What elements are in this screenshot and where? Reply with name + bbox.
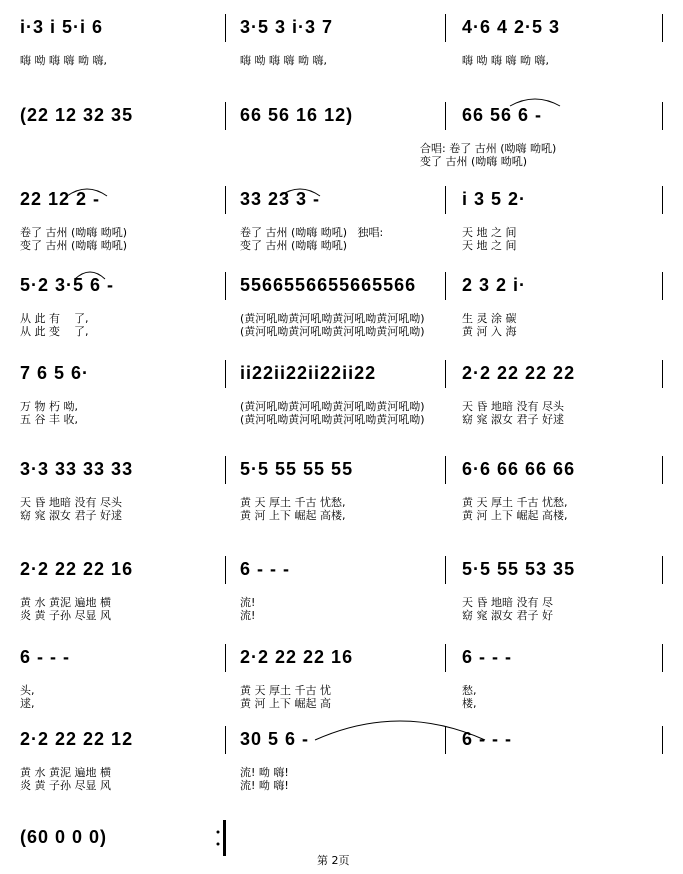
lyric-r1-c3-v1: 嗨 呦 嗨 嗨 呦 嗨, bbox=[462, 54, 549, 67]
measure-r1-c3: 4·6 4 2·5 3 bbox=[462, 17, 561, 37]
lyric-r4-c1-v2: 从 此 变 了, bbox=[20, 325, 89, 338]
lyric-r2-c3-v1: 合唱: 卷了 古州 (呦嗨 呦吼) bbox=[420, 142, 557, 155]
measure-r10-c1: (60 0 0 0) bbox=[20, 827, 108, 847]
measure-r7-c1: 2·2 22 22 16 bbox=[20, 559, 134, 579]
lyric-r1-c1-v1: 嗨 呦 嗨 嗨 呦 嗨, bbox=[20, 54, 107, 67]
lyric-r5-c1-v1: 万 物 朽 呦, bbox=[20, 400, 78, 413]
measure-r6-c2: 5·5 55 55 55 bbox=[240, 459, 354, 479]
barline-r5-2 bbox=[445, 360, 446, 388]
lyric-r7-c3-v2: 窈 窕 淑女 君子 好 bbox=[462, 609, 553, 622]
slur-row3b bbox=[275, 182, 325, 198]
barline-r5-1 bbox=[225, 360, 226, 388]
lyric-r8-c1-v2: 逑, bbox=[20, 697, 35, 710]
lyric-r4-c3-v2: 黄 河 入 海 bbox=[462, 325, 517, 338]
lyric-r6-c1-v2: 窈 窕 淑女 君子 好逑 bbox=[20, 509, 122, 522]
repeat-end bbox=[214, 818, 228, 858]
lyric-r7-c3-v1: 天 昏 地暗 没有 尽 bbox=[462, 596, 553, 609]
measure-r9-c3: 6 - - - bbox=[462, 729, 512, 749]
lyric-r4-c3-v1: 生 灵 涂 碳 bbox=[462, 312, 517, 325]
slur-row4 bbox=[70, 265, 110, 281]
measure-r7-c2: 6 - - - bbox=[240, 559, 290, 579]
lyric-r3-c3-v2: 天 地 之 间 bbox=[462, 239, 517, 252]
lyric-r6-c3-v2: 黄 河 上下 崛起 高楼, bbox=[462, 509, 568, 522]
barline-r3-2 bbox=[445, 186, 446, 214]
lyric-r9-c1-v2: 炎 黄 子孙 尽显 风 bbox=[20, 779, 111, 792]
lyric-r6-c3-v1: 黄 天 厚土 千古 忧愁, bbox=[462, 496, 568, 509]
barline-r9-3 bbox=[662, 726, 663, 754]
barline-r4-3 bbox=[662, 272, 663, 300]
measure-r2-c3: 66 56 6 - bbox=[462, 105, 543, 125]
measure-r8-c2: 2·2 22 22 16 bbox=[240, 647, 354, 667]
measure-r3-c2: 33 23 3 - bbox=[240, 189, 321, 209]
lyric-r2-c3-v2: 变了 古州 (呦嗨 呦吼) bbox=[420, 155, 528, 168]
lyric-r1-c2-v1: 嗨 呦 嗨 嗨 呦 嗨, bbox=[240, 54, 327, 67]
measure-r1-c1: i·3 i 5·i 6 bbox=[20, 17, 104, 37]
barline-r4-1 bbox=[225, 272, 226, 300]
lyric-r6-c2-v2: 黄 河 上下 崛起 高楼, bbox=[240, 509, 346, 522]
barline-r1-2 bbox=[445, 14, 446, 42]
lyric-r4-c2-v2: (黄河吼呦黄河吼呦黄河吼呦黄河吼呦) bbox=[240, 325, 425, 338]
barline-r2-1 bbox=[225, 102, 226, 130]
measure-r4-c1: 5·2 3·5 6 - bbox=[20, 275, 115, 295]
slur-row2 bbox=[505, 92, 565, 108]
barline-r7-1 bbox=[225, 556, 226, 584]
lyric-r3-c2-v1: 卷了 古州 (呦嗨 呦吼) 独唱: bbox=[240, 226, 384, 239]
measure-r6-c1: 3·3 33 33 33 bbox=[20, 459, 134, 479]
lyric-r4-c2-v1: (黄河吼呦黄河吼呦黄河吼呦黄河吼呦) bbox=[240, 312, 425, 325]
barline-r7-3 bbox=[662, 556, 663, 584]
barline-r1-1 bbox=[225, 14, 226, 42]
lyric-r8-c3-v2: 楼, bbox=[462, 697, 477, 710]
lyric-r8-c1-v1: 头, bbox=[20, 684, 35, 697]
measure-r8-c3: 6 - - - bbox=[462, 647, 512, 667]
lyric-r6-c2-v1: 黄 天 厚土 千古 忧愁, bbox=[240, 496, 346, 509]
barline-r3-1 bbox=[225, 186, 226, 214]
barline-r4-2 bbox=[445, 272, 446, 300]
lyric-r3-c2-v2: 变了 古州 (呦嗨 呦吼) bbox=[240, 239, 348, 252]
measure-r4-c3: 2 3 2 i· bbox=[462, 275, 527, 295]
barline-r8-3 bbox=[662, 644, 663, 672]
measure-r1-c2: 3·5 3 i·3 7 bbox=[240, 17, 334, 37]
slur-row3a bbox=[62, 182, 112, 198]
measure-r3-c1: 22 12 2 - bbox=[20, 189, 101, 209]
barline-r6-3 bbox=[662, 456, 663, 484]
lyric-r9-c1-v1: 黄 水 黄泥 遍地 横 bbox=[20, 766, 111, 779]
lyric-r8-c3-v1: 愁, bbox=[462, 684, 477, 697]
lyric-r3-c1-v1: 卷了 古州 (呦嗨 呦吼) bbox=[20, 226, 128, 239]
measure-r5-c3: 2·2 22 22 22 bbox=[462, 363, 576, 383]
measure-r8-c1: 6 - - - bbox=[20, 647, 70, 667]
lyric-r3-c3-v1: 天 地 之 间 bbox=[462, 226, 517, 239]
barline-r7-2 bbox=[445, 556, 446, 584]
barline-r8-2 bbox=[445, 644, 446, 672]
lyric-r6-c1-v1: 天 昏 地暗 没有 尽头 bbox=[20, 496, 122, 509]
measure-r7-c3: 5·5 55 53 35 bbox=[462, 559, 576, 579]
barline-r3-3 bbox=[662, 186, 663, 214]
barline-r2-3 bbox=[662, 102, 663, 130]
barline-r8-1 bbox=[225, 644, 226, 672]
lyric-r8-c2-v1: 黄 天 厚土 千古 忧 bbox=[240, 684, 331, 697]
lyric-r7-c1-v2: 炎 黄 子孙 尽显 风 bbox=[20, 609, 111, 622]
tie-row9 bbox=[310, 712, 490, 742]
measure-r5-c1: 7 6 5 6· bbox=[20, 363, 90, 383]
lyric-r5-c3-v2: 窈 窕 淑女 君子 好逑 bbox=[462, 413, 564, 426]
lyric-r7-c1-v1: 黄 水 黄泥 遍地 横 bbox=[20, 596, 111, 609]
lyric-r5-c3-v1: 天 昏 地暗 没有 尽头 bbox=[462, 400, 564, 413]
measure-r3-c3: i 3 5 2· bbox=[462, 189, 527, 209]
page-number: 第 2页 bbox=[317, 854, 350, 867]
barline-r6-1 bbox=[225, 456, 226, 484]
lyric-r7-c2-v2: 流! bbox=[240, 609, 256, 622]
barline-r1-3 bbox=[662, 14, 663, 42]
measure-r4-c2: 5566556655665566 bbox=[240, 275, 417, 295]
lyric-r5-c1-v2: 五 谷 丰 收, bbox=[20, 413, 78, 426]
lyric-r4-c1-v1: 从 此 有 了, bbox=[20, 312, 89, 325]
lyric-r3-c1-v2: 变了 古州 (呦嗨 呦吼) bbox=[20, 239, 128, 252]
measure-r2-c1: (22 12 32 35 bbox=[20, 105, 134, 125]
measure-r9-c1: 2·2 22 22 12 bbox=[20, 729, 134, 749]
measure-r9-c2: 30 5 6 - bbox=[240, 729, 310, 749]
lyric-r9-c2-v1: 流! 呦 嗨! bbox=[240, 766, 289, 779]
barline-r5-3 bbox=[662, 360, 663, 388]
lyric-r9-c2-v2: 流! 呦 嗨! bbox=[240, 779, 289, 792]
barline-r9-1 bbox=[225, 726, 226, 754]
measure-r2-c2: 66 56 16 12) bbox=[240, 105, 354, 125]
lyric-r8-c2-v2: 黄 河 上下 崛起 高 bbox=[240, 697, 331, 710]
measure-r6-c3: 6·6 66 66 66 bbox=[462, 459, 576, 479]
lyric-r7-c2-v1: 流! bbox=[240, 596, 256, 609]
lyric-r5-c2-v2: (黄河吼呦黄河吼呦黄河吼呦黄河吼呦) bbox=[240, 413, 425, 426]
barline-r6-2 bbox=[445, 456, 446, 484]
barline-r2-2 bbox=[445, 102, 446, 130]
measure-r5-c2: ii22ii22ii22ii22 bbox=[240, 363, 377, 383]
lyric-r5-c2-v1: (黄河吼呦黄河吼呦黄河吼呦黄河吼呦) bbox=[240, 400, 425, 413]
